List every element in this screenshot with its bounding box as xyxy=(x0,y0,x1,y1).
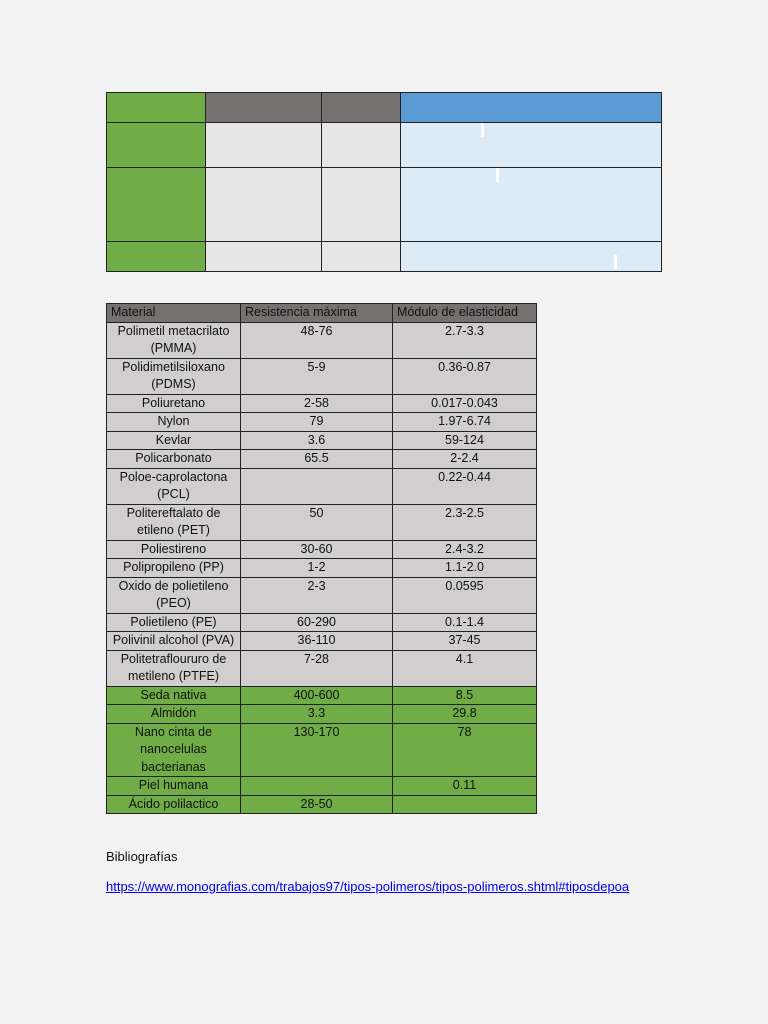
cell-modulo: 59-124 xyxy=(393,431,537,450)
cell-material: Politereftalato de etileno (PET) xyxy=(107,504,241,540)
table-row xyxy=(107,394,537,413)
empty-cell xyxy=(322,168,401,242)
cell-resistencia: 7-28 xyxy=(241,650,393,686)
empty-cell xyxy=(322,123,401,168)
cell-modulo: 0.0595 xyxy=(393,577,537,613)
table-row xyxy=(107,413,537,432)
column-header-material: Material xyxy=(107,304,241,323)
cell-modulo: 0.36-0.87 xyxy=(393,358,537,394)
cell-modulo: 8.5 xyxy=(393,686,537,705)
empty-cell xyxy=(206,123,322,168)
cell-resistencia: 36-110 xyxy=(241,632,393,651)
cell-material: Nylon xyxy=(107,413,241,432)
table-row xyxy=(107,577,537,613)
text-cursor-mark xyxy=(481,123,484,137)
empty-cell xyxy=(206,168,322,242)
table-row xyxy=(107,632,537,651)
empty-cell xyxy=(107,93,206,123)
cell-resistencia: 5-9 xyxy=(241,358,393,394)
empty-cell xyxy=(401,168,662,242)
cell-modulo: 1.1-2.0 xyxy=(393,559,537,578)
cell-resistencia: 400-600 xyxy=(241,686,393,705)
empty-cell xyxy=(206,242,322,272)
cell-material: Politetrafloururo de metileno (PTFE) xyxy=(107,650,241,686)
cell-modulo: 4.1 xyxy=(393,650,537,686)
empty-cell xyxy=(401,123,662,168)
cell-material: Polipropileno (PP) xyxy=(107,559,241,578)
table-row xyxy=(107,777,537,796)
cell-resistencia: 30-60 xyxy=(241,540,393,559)
cell-modulo: 0.1-1.4 xyxy=(393,613,537,632)
cell-resistencia: 50 xyxy=(241,504,393,540)
cell-resistencia: 2-58 xyxy=(241,394,393,413)
cell-material: Polidimetilsiloxano (PDMS) xyxy=(107,358,241,394)
empty-table-header-row xyxy=(107,93,662,123)
cell-modulo: 2.3-2.5 xyxy=(393,504,537,540)
cell-material: Kevlar xyxy=(107,431,241,450)
empty-cell xyxy=(206,93,322,123)
table-row xyxy=(107,650,537,686)
cell-modulo: 2.4-3.2 xyxy=(393,540,537,559)
empty-cell xyxy=(107,123,206,168)
cell-modulo: 0.22-0.44 xyxy=(393,468,537,504)
empty-cell xyxy=(322,242,401,272)
cell-material: Polivinil alcohol (PVA) xyxy=(107,632,241,651)
table-row xyxy=(107,358,537,394)
empty-cell xyxy=(401,242,662,272)
table-row xyxy=(107,559,537,578)
table-row xyxy=(107,705,537,724)
empty-cell xyxy=(107,242,206,272)
materials-table xyxy=(106,303,537,814)
cell-resistencia: 48-76 xyxy=(241,322,393,358)
cell-material: Piel humana xyxy=(107,777,241,796)
table-row xyxy=(107,795,537,814)
cell-material: Polimetil metacrilato (PMMA) xyxy=(107,322,241,358)
cell-modulo: 78 xyxy=(393,723,537,777)
cell-modulo: 37-45 xyxy=(393,632,537,651)
table-row xyxy=(107,468,537,504)
cell-resistencia: 79 xyxy=(241,413,393,432)
empty-table-row xyxy=(107,123,662,168)
cell-resistencia xyxy=(241,777,393,796)
cell-modulo: 0.017-0.043 xyxy=(393,394,537,413)
cell-material: Poliestireno xyxy=(107,540,241,559)
cell-modulo: 2.7-3.3 xyxy=(393,322,537,358)
empty-cell xyxy=(107,168,206,242)
cell-resistencia: 3.3 xyxy=(241,705,393,724)
cell-modulo: 2-2.4 xyxy=(393,450,537,469)
table-row xyxy=(107,431,537,450)
bibliography-link[interactable]: https://www.monografias.com/trabajos97/tipos-polimeros/tipos-polimeros.shtml#tiposdepoa xyxy=(106,879,630,894)
cell-modulo: 1.97-6.74 xyxy=(393,413,537,432)
column-header-modulo: Módulo de elasticidad xyxy=(393,304,537,323)
empty-table-row xyxy=(107,242,662,272)
table-row xyxy=(107,723,537,777)
cell-material: Seda nativa xyxy=(107,686,241,705)
cell-material: Polietileno (PE) xyxy=(107,613,241,632)
cell-resistencia: 3.6 xyxy=(241,431,393,450)
cell-material: Poloe-caprolactona (PCL) xyxy=(107,468,241,504)
cell-material: Oxido de polietileno (PEO) xyxy=(107,577,241,613)
empty-header-table xyxy=(106,92,662,272)
empty-cell xyxy=(322,93,401,123)
table-row xyxy=(107,540,537,559)
cell-modulo: 29.8 xyxy=(393,705,537,724)
column-header-resistencia: Resistencia máxima xyxy=(241,304,393,323)
cell-resistencia: 1-2 xyxy=(241,559,393,578)
text-cursor-mark xyxy=(496,168,499,182)
cell-resistencia: 65.5 xyxy=(241,450,393,469)
cell-resistencia: 28-50 xyxy=(241,795,393,814)
cell-resistencia: 60-290 xyxy=(241,613,393,632)
cell-material: Nano cinta de nanocelulas bacterianas xyxy=(107,723,241,777)
table-header-row xyxy=(107,304,537,323)
cell-resistencia: 130-170 xyxy=(241,723,393,777)
text-cursor-mark xyxy=(614,255,617,269)
cell-resistencia xyxy=(241,468,393,504)
table-row xyxy=(107,504,537,540)
table-row xyxy=(107,613,537,632)
cell-material: Policarbonato xyxy=(107,450,241,469)
empty-cell xyxy=(401,93,662,123)
table-row xyxy=(107,322,537,358)
cell-modulo: 0.11 xyxy=(393,777,537,796)
table-row xyxy=(107,450,537,469)
table-row xyxy=(107,686,537,705)
cell-material: Ácido polilactico xyxy=(107,795,241,814)
empty-table-row xyxy=(107,168,662,242)
cell-modulo xyxy=(393,795,537,814)
cell-material: Poliuretano xyxy=(107,394,241,413)
cell-material: Almidón xyxy=(107,705,241,724)
cell-resistencia: 2-3 xyxy=(241,577,393,613)
bibliography-heading: Bibliografías xyxy=(106,849,178,864)
